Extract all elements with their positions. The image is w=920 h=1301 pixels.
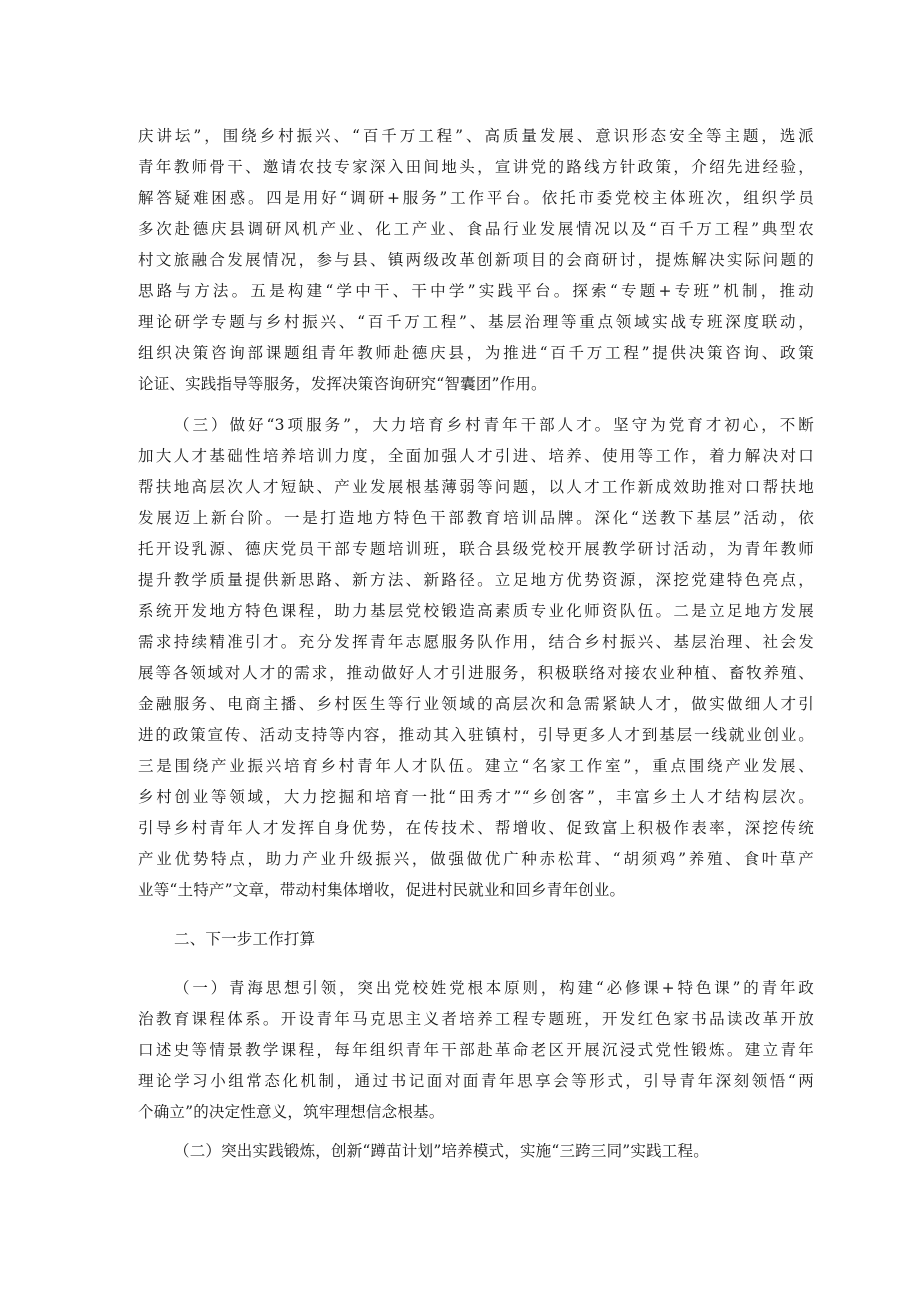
- paragraph-three-services: [138, 410, 814, 906]
- text-line: 口述史等情景教学课程，每年组织青年干部赴革命老区开展沉浸式党性锻炼。建立青年: [138, 1041, 814, 1059]
- text-line: 庆讲坛”，围绕乡村振兴、“百千万工程”、高质量发展、意识形态安全等主题，选派: [138, 127, 814, 145]
- text-line: 展等各领域对人才的需求，推动做好人才引进服务，积极联络对接农业种植、畜牧养殖、: [138, 664, 814, 682]
- text-line: 帮扶地高层次人才短缺、产业发展根基薄弱等问题，以人才工作新成效助推对口帮扶地: [138, 478, 814, 496]
- text-line: 三是围绕产业振兴培育乡村青年人才队伍。建立“名家工作室”，重点围绕产业发展、: [138, 757, 814, 775]
- text-line: 托开设乳源、德庆党员干部专题培训班，联合县级党校开展教学研讨活动，为青年教师: [138, 540, 814, 558]
- text-line: 青年教师骨干、邀请农技专家深入田间地头，宣讲党的路线方针政策，介绍先进经验，: [138, 158, 814, 176]
- text-line: 治教育课程体系。开设青年马克思主义者培养工程专题班，开发红色家书品读改革开放: [138, 1010, 814, 1028]
- heading-text: 二、下一步工作打算: [174, 930, 316, 948]
- section-heading-next-steps: [138, 924, 814, 955]
- text-line: 思路与方法。五是构建“学中干、干中学”实践平台。探索“专题+专班”机制，推动: [138, 282, 814, 300]
- text-line: 组织决策咨询部课题组青年教师赴德庆县，为推进“百千万工程”提供决策咨询、政策: [138, 344, 814, 362]
- text-line: 论证、实践指导等服务，发挥决策咨询研究“智囊团”作用。: [138, 375, 547, 393]
- text-line: 提升教学质量提供新思路、新方法、新路径。立足地方优势资源，深挖党建特色亮点，: [138, 571, 814, 589]
- text-line: 发展迈上新台阶。一是打造地方特色干部教育培训品牌。深化“送教下基层”活动，依: [138, 509, 814, 527]
- text-line: （二）突出实践锻炼，创新“蹲苗计划”培养模式，实施“三跨三同”实践工程。: [174, 1142, 709, 1160]
- text-line: （三）做好“3项服务”，大力培育乡村青年干部人才。坚守为党育才初心，不断: [174, 416, 814, 434]
- text-line: 系统开发地方特色课程，助力基层党校锻造高素质专业化师资队伍。二是立足地方发展: [138, 602, 814, 620]
- text-line: 理论学习小组常态化机制，通过书记面对面青年思享会等形式，引导青年深刻领悟“两: [138, 1072, 814, 1090]
- paragraph-ideological-guidance: [138, 973, 814, 1128]
- text-line: 解答疑难困惑。四是用好“调研+服务”工作平台。依托市委党校主体班次，组织学员: [138, 189, 814, 207]
- text-line: 业等“土特产”文章，带动村集体增收，促进村民就业和回乡青年创业。: [138, 881, 626, 899]
- text-line: 需求持续精准引才。充分发挥青年志愿服务队作用，结合乡村振兴、基层治理、社会发: [138, 633, 814, 651]
- text-line: 多次赴德庆县调研风机产业、化工产业、食品行业发展情况以及“百千万工程”典型农: [138, 220, 814, 238]
- paragraph-practice-training: [138, 1136, 814, 1167]
- text-line: 引导乡村青年人才发挥自身优势，在传技术、帮增收、促致富上积极作表率，深挖传统: [138, 819, 814, 837]
- text-line: 进的政策宣传、活动支持等内容，推动其入驻镇村，引导更多人才到基层一线就业创业。: [138, 726, 814, 744]
- text-line: 村文旅融合发展情况，参与县、镇两级改革创新项目的会商研讨，提炼解决实际问题的: [138, 251, 814, 269]
- text-line: 理论研学专题与乡村振兴、“百千万工程”、基层治理等重点领域实战专班深度联动，: [138, 313, 814, 331]
- text-line: 加大人才基础性培养培训力度，全面加强人才引进、培养、使用等工作，着力解决对口: [138, 447, 814, 465]
- text-line: 金融服务、电商主播、乡村医生等行业领域的高层次和急需紧缺人才，做实做细人才引: [138, 695, 814, 713]
- text-line: （一）青海思想引领，突出党校姓党根本原则，构建“必修课+特色课”的青年政: [174, 979, 814, 997]
- text-line: 产业优势特点，助力产业升级振兴，做强做优广种赤松茸、“胡须鸡”养殖、食叶草产: [138, 850, 814, 868]
- paragraph-party-school-platforms: [138, 121, 814, 400]
- text-line: 乡村创业等领域，大力挖掘和培育一批“田秀才”“乡创客”，丰富乡土人才结构层次。: [138, 788, 814, 806]
- text-line: 个确立”的决定性意义，筑牢理想信念根基。: [138, 1103, 445, 1121]
